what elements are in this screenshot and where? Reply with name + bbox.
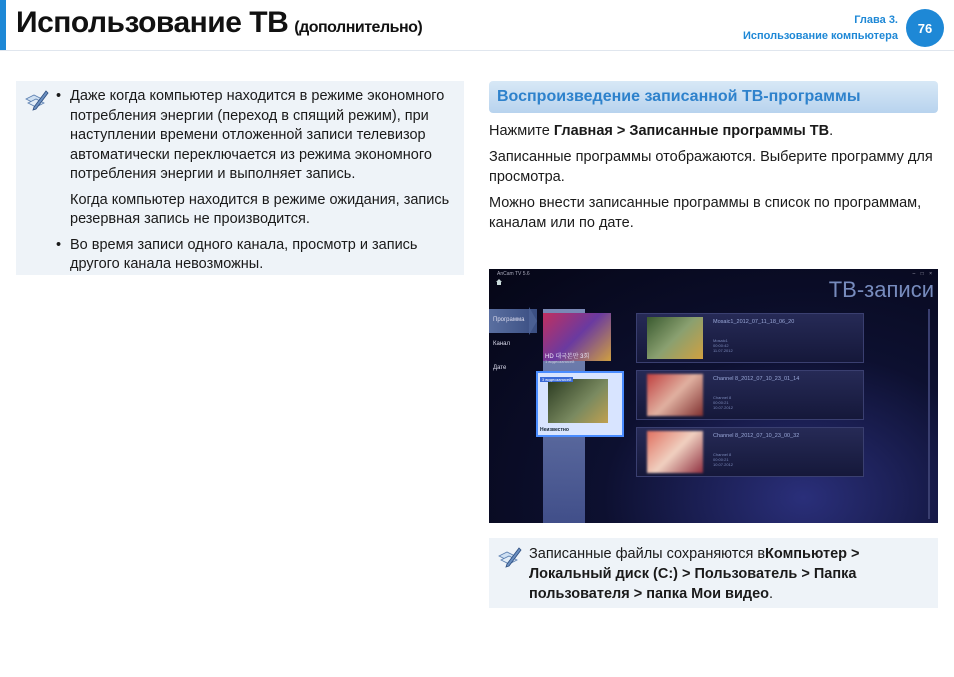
recording-date: 10.07.2012 [713, 405, 734, 410]
instruction-path: Главная > Записанные программы ТВ [553, 123, 830, 139]
note-list [54, 87, 460, 281]
selected-program-count: 3 видеозаписей [542, 377, 572, 382]
recording-channel: Mosaic1 [713, 338, 728, 343]
save-location-prefix: Записанные файлы сохраняются в [529, 546, 766, 562]
recording-meta [713, 395, 733, 410]
note-pen-icon [24, 89, 50, 113]
chapter-name: Использование компьютера [742, 30, 898, 42]
nav-active-arrow [529, 307, 537, 335]
app-name: AnCam TV 5.6 [497, 271, 530, 277]
save-location-path: Компьютер > Локальный диск (C:) > Пользователь > Папка пользователя > папка Мои видео [529, 546, 860, 602]
nav-item-channel: Канал [493, 341, 510, 347]
top-program-label: HD 대국본만 3회 [545, 354, 590, 360]
nav-item-program: Программа [493, 317, 525, 323]
list-scrollbar [928, 309, 930, 519]
page-title-sub: (дополнительно) [294, 19, 423, 36]
recording-channel: Channel 8 [713, 452, 732, 457]
recording-meta [713, 452, 733, 467]
recording-name: Channel 8_2012_07_10_23_00_32 [713, 433, 800, 439]
description-paragraph: Записанные программы отображаются. Выберите программу для просмотра. [489, 149, 933, 185]
screen-title: ТВ-записи [828, 277, 934, 302]
page-title [16, 6, 422, 40]
chapter-number: Глава 3. [854, 14, 898, 26]
note-bullet-2: • Во время записи одного канала, просмотр и запись другого канала невозможны. [54, 236, 460, 275]
chapter-label [743, 12, 898, 44]
save-location-note [529, 544, 929, 604]
note-box-bottom [489, 538, 938, 608]
nav-item-date: Дате [493, 365, 507, 371]
header-rule [0, 50, 954, 51]
instruction-prefix: Нажмите [489, 123, 554, 139]
instruction-paragraph [489, 121, 938, 141]
tv-recordings-screenshot [489, 269, 938, 523]
section-heading: Воспроизведение записанной ТВ-программы [497, 88, 861, 105]
sorting-paragraph: Можно внести записанные программы в список по программам, каналам или по дате. [489, 195, 922, 231]
recording-meta [713, 338, 733, 353]
top-program-count: 1 видеозаписей [545, 359, 575, 364]
recording-date: 11.07.2012 [713, 348, 733, 353]
recording-channel: Channel 8 [713, 395, 732, 400]
recording-thumbnail [647, 374, 703, 416]
note-bullet-1: • Даже когда компьютер находится в режиме экономного потребления энергии (переход в спящий режим), при наступлении времени отложенной записи телевизор автоматически переключается из режима экономного потребления энергии и выполняет запись. [54, 87, 460, 185]
window-controls: – □ × [912, 271, 934, 277]
note-pen-icon [497, 546, 523, 570]
home-icon [495, 278, 503, 286]
recording-duration: 00:00:21 [713, 400, 729, 405]
recording-thumbnail [647, 317, 703, 359]
recording-thumbnail [647, 431, 703, 473]
header-accent-bar [0, 0, 6, 50]
selected-program-thumbnail [548, 379, 608, 423]
save-location-suffix: . [769, 586, 774, 602]
recording-row [636, 313, 864, 363]
section-heading-bar [489, 81, 938, 113]
recording-duration: 00:00:21 [713, 457, 729, 462]
page-title-main: Использование ТВ [16, 6, 289, 39]
note-box-left [16, 81, 464, 275]
instruction-suffix: . [829, 123, 834, 139]
recording-duration: 00:00:42 [713, 343, 729, 348]
note-bullet-1-continuation: Когда компьютер находится в режиме ожидания, запись резервная запись не производится. [70, 191, 450, 227]
recording-name: Mosaic1_2012_07_11_18_06_20 [713, 319, 795, 325]
selected-program-caption: Неизвестно [540, 427, 569, 433]
recording-row [636, 370, 864, 420]
page-number-badge: 76 [906, 9, 944, 47]
recording-name: Channel 8_2012_07_10_23_01_14 [713, 376, 800, 382]
recording-date: 10.07.2012 [713, 462, 734, 467]
recording-row [636, 427, 864, 477]
selected-program [536, 371, 624, 437]
